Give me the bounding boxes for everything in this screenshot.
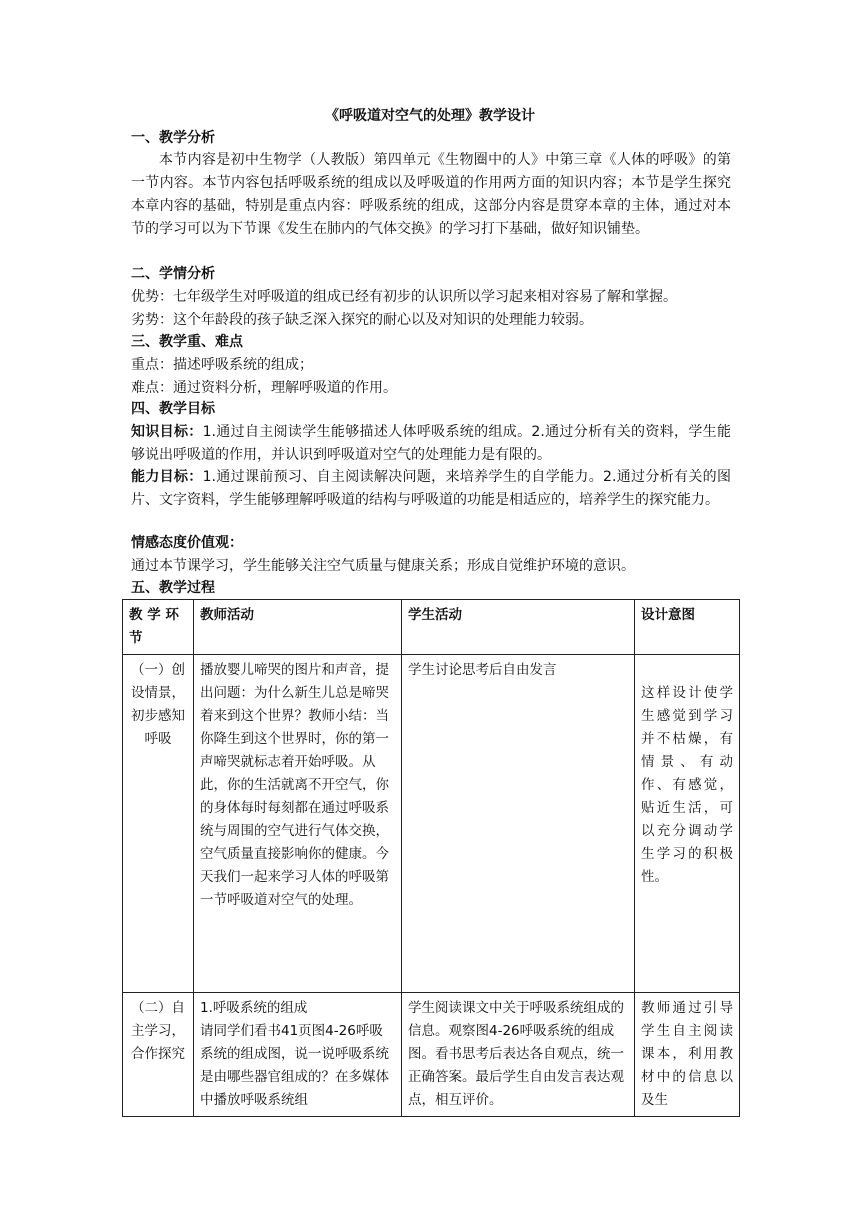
header-intent: 设计意图 [635, 600, 740, 655]
student-cell: 学生阅读课文中关于呼吸系统组成的信息。观察图4-26呼吸系统的组成图。看书思考后表达各自观点，统一正确答案。最后学生自由发言表达观点，相互评价。 [402, 993, 635, 1117]
ability-objective [131, 466, 731, 512]
ability-objective-label: 能力目标： [131, 469, 203, 485]
header-teacher: 教师活动 [194, 600, 402, 655]
emotion-objective-label: 情感态度价值观： [131, 535, 243, 551]
teacher-cell [194, 993, 402, 1117]
teacher-cell-text: 请同学们看书41页图4-26呼吸系统的组成图，说一说呼吸系统是由哪些器官组成的？在多媒体中播放呼吸系统组 [200, 1023, 389, 1108]
section-heading-process: 五、教学过程 [131, 580, 215, 596]
teacher-cell: 播放婴儿啼哭的图片和声音，提出问题：为什么新生儿总是啼哭着来到这个世界？教师小结：当你降生到这个世界时，你的第一声啼哭就标志着开始呼吸。从此，你的生活就离不开空气，你的身体每时每刻都在通过呼吸系统与周围的空气进行气体交换，空气质量直接影响你的健康。今天我们一起来学习人体的呼吸第一节呼吸道对空气的处理。 [194, 655, 402, 993]
section-heading-keypoints: 三、教学重、难点 [131, 334, 243, 350]
stage-cell: （二）自主学习，合作探究 [123, 993, 194, 1117]
table-row [123, 655, 740, 993]
key-point: 重点：描述呼吸系统的组成； [131, 357, 313, 373]
knowledge-objective-text: 1.通过自主阅读学生能够描述人体呼吸系统的组成。2.通过分析有关的资料，学生能够说出呼吸道的作用，并认识到呼吸道对空气的处理能力是有限的。 [131, 424, 731, 463]
analysis-paragraph: 本节内容是初中生物学（人教版）第四单元《生物圈中的人》中第三章《人体的呼吸》的第一节内容。本节内容包括呼吸系统的组成以及呼吸道的作用两方面的知识内容；本节是学生探究本章内容的基础，特别是重点内容：呼吸系统的组成，这部分内容是贯穿本章的主体，通过对本节的学习可以为下节课《发生在肺内的气体交换》的学习打下基础，做好知识铺垫。 [131, 152, 731, 237]
teacher-cell-title: 1.呼吸系统的组成 [200, 1000, 308, 1016]
section-heading-learner: 二、学情分析 [131, 266, 215, 282]
knowledge-objective [131, 421, 731, 467]
student-cell: 学生讨论思考后自由发言 [402, 655, 635, 993]
learner-strength: 优势：七年级学生对呼吸道的组成已经有初步的认识所以学习起来相对容易了解和掌握。 [131, 289, 677, 305]
header-stage: 教 学 环节 [123, 600, 194, 655]
difficult-point: 难点：通过资料分析，理解呼吸道的作用。 [131, 380, 397, 396]
intent-cell: 教师通过引导学生自主阅读课本，利用教材中的信息以及生 [635, 993, 740, 1117]
learner-weakness: 劣势：这个年龄段的孩子缺乏深入探究的耐心以及对知识的处理能力较弱。 [131, 312, 593, 328]
page-title: 《呼吸道对空气的处理》教学设计 [325, 108, 535, 124]
header-student: 学生活动 [402, 600, 635, 655]
stage-cell: （一）创设情景，初步感知呼吸 [123, 655, 194, 993]
section-heading-analysis: 一、教学分析 [131, 130, 215, 146]
table-header-row [123, 600, 740, 655]
section-heading-objectives: 四、教学目标 [131, 401, 215, 417]
ability-objective-text: 1.通过课前预习、自主阅读解决问题，来培养学生的自学能力。2.通过分析有关的图片、文字资料，学生能够理解呼吸道的结构与呼吸道的功能是相适应的，培养学生的探究能力。 [131, 469, 731, 508]
emotion-objective-text: 通过本节课学习，学生能够关注空气质量与健康关系；形成自觉维护环境的意识。 [131, 558, 635, 574]
teaching-process-table [122, 599, 740, 1117]
intent-cell: 这样设计使学生感觉到学习并不枯燥，有情景、有动作、有感觉，贴近生活，可以充分调动学生学习的积极性。 [635, 655, 740, 993]
knowledge-objective-label: 知识目标： [131, 424, 203, 440]
table-row [123, 993, 740, 1117]
